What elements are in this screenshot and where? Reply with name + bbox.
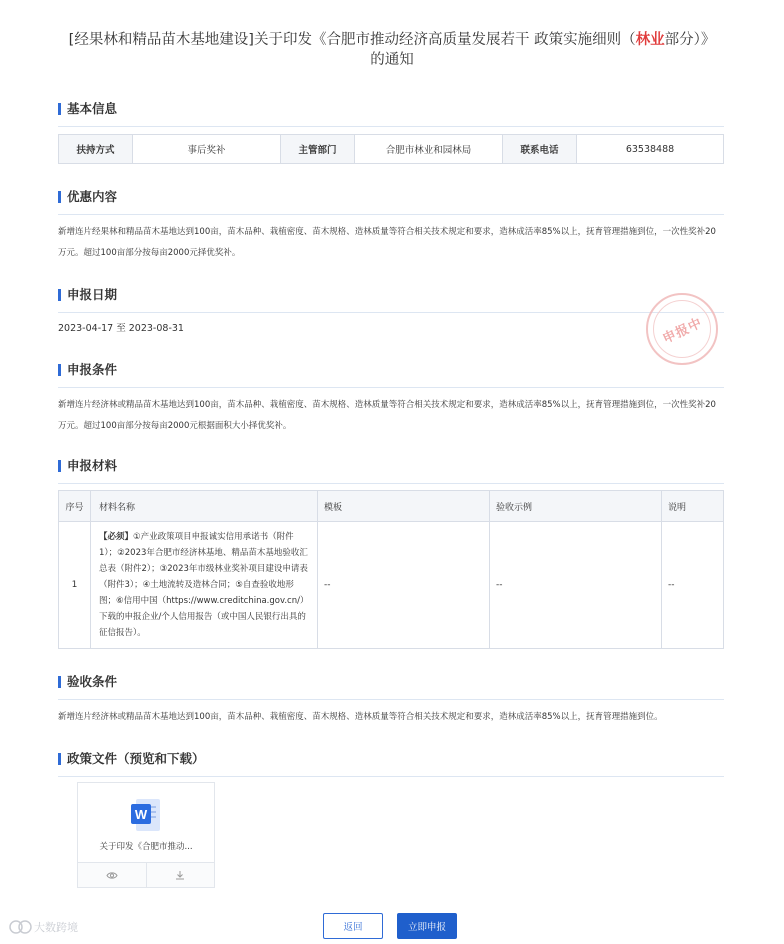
page-title: [经果林和精品苗木基地建设]关于印发《合肥市推动经济高质量发展若干 政策实施细则（林业部分）》 的通知 [68,32,716,68]
back-button[interactable]: 返回 [323,913,383,939]
material-list: ①产业政策项目申报诚实信用承诺书（附件1）；②2023年合肥市经济林基地、精品苗木基地验收汇总表（附件2）；③2023年市级林业奖补项目建设申请表（附件3）；④土地流转及造林合同；⑤自查验收地形图；⑥信用中国（https://www.creditchina.gov.cn/）下载的申报企业/个人信用报告（或中国人民银行出具的征信报告）。 [99,532,309,638]
conditions-text: 新增连片经济林或精品苗木基地达到100亩，苗木品种、栽植密度、苗木规格、造林质量等符合相关技术规定和要求，造林成活率85%以上，抚育管理措施到位，一次性奖补20万元。超过100亩部分按每亩2000元根据面积大小择优奖补。 [58,400,716,431]
section-acceptance [58,671,724,700]
section-materials [58,455,724,484]
section-title: 申报日期 [67,287,118,302]
section-title: 优惠内容 [67,189,118,204]
apply-button[interactable]: 立即申报 [397,913,457,939]
col-header-note: 说明 [668,502,687,513]
row-note: -- [668,580,675,590]
col-header-index: 序号 [59,491,91,521]
section-title: 申报材料 [67,458,118,473]
download-icon [175,870,185,880]
col-header-name: 材料名称 [91,491,318,521]
row-index: 1 [59,522,91,648]
section-files [58,748,724,777]
dept-label: 主管部门 [281,135,355,163]
col-header-example: 验收示例 [490,491,662,521]
policy-file-card[interactable] [77,782,215,888]
support-value: 事后奖补 [133,135,281,163]
file-actions [78,862,214,887]
col-header-template: 模板 [318,491,490,521]
status-stamp [646,293,718,365]
dept-value: 合肥市林业和园林局 [355,135,503,163]
preview-button[interactable] [78,863,147,887]
watermark-text: 大数跨境 [34,921,78,934]
row-material-name [91,522,318,648]
table-row [59,522,723,648]
row-example: -- [490,522,662,648]
section-basic-info [58,98,724,127]
row-template: -- [318,522,490,648]
phone-label: 联系电话 [503,135,577,163]
phone-value: 63538488 [625,143,675,155]
word-doc-icon [130,798,162,832]
date-range: 2023-04-17 至 2023-08-31 [58,323,184,334]
section-title: 基本信息 [67,101,118,116]
required-tag: 【必须】 [99,532,134,542]
eye-icon [106,871,118,880]
support-label: 扶持方式 [59,135,133,163]
section-title: 申报条件 [67,362,118,377]
section-title: 政策文件（预览和下载） [67,751,205,766]
basic-info-table [58,134,724,164]
section-benefit [58,186,724,215]
section-conditions [58,359,724,388]
acceptance-text: 新增连片经济林或精品苗木基地达到100亩，苗木品种、栽植密度、苗木规格、造林质量等符合相关技术规定和要求，造林成活率85%以上，抚育管理措施到位。 [58,712,663,722]
benefit-text: 新增连片经果林和精品苗木基地达到100亩，苗木品种、栽植密度、苗木规格、造林质量等符合相关技术规定和要求，造林成活率85%以上，抚育管理措施到位，一次性奖补20万元。超过100亩部分按每亩2000元择优奖补。 [58,227,716,258]
word-icon-letter: W [134,807,148,822]
watermark-logo-icon [8,919,34,935]
download-button[interactable] [147,863,215,887]
stamp-text: 申报中 [660,315,706,347]
table-header [59,491,723,522]
section-date [58,284,724,313]
watermark [8,919,78,935]
file-name: 关于印发《合肥市推动... [99,842,193,852]
materials-table [58,490,724,649]
title-highlight: 林业 [635,32,665,48]
section-title: 验收条件 [67,674,118,689]
